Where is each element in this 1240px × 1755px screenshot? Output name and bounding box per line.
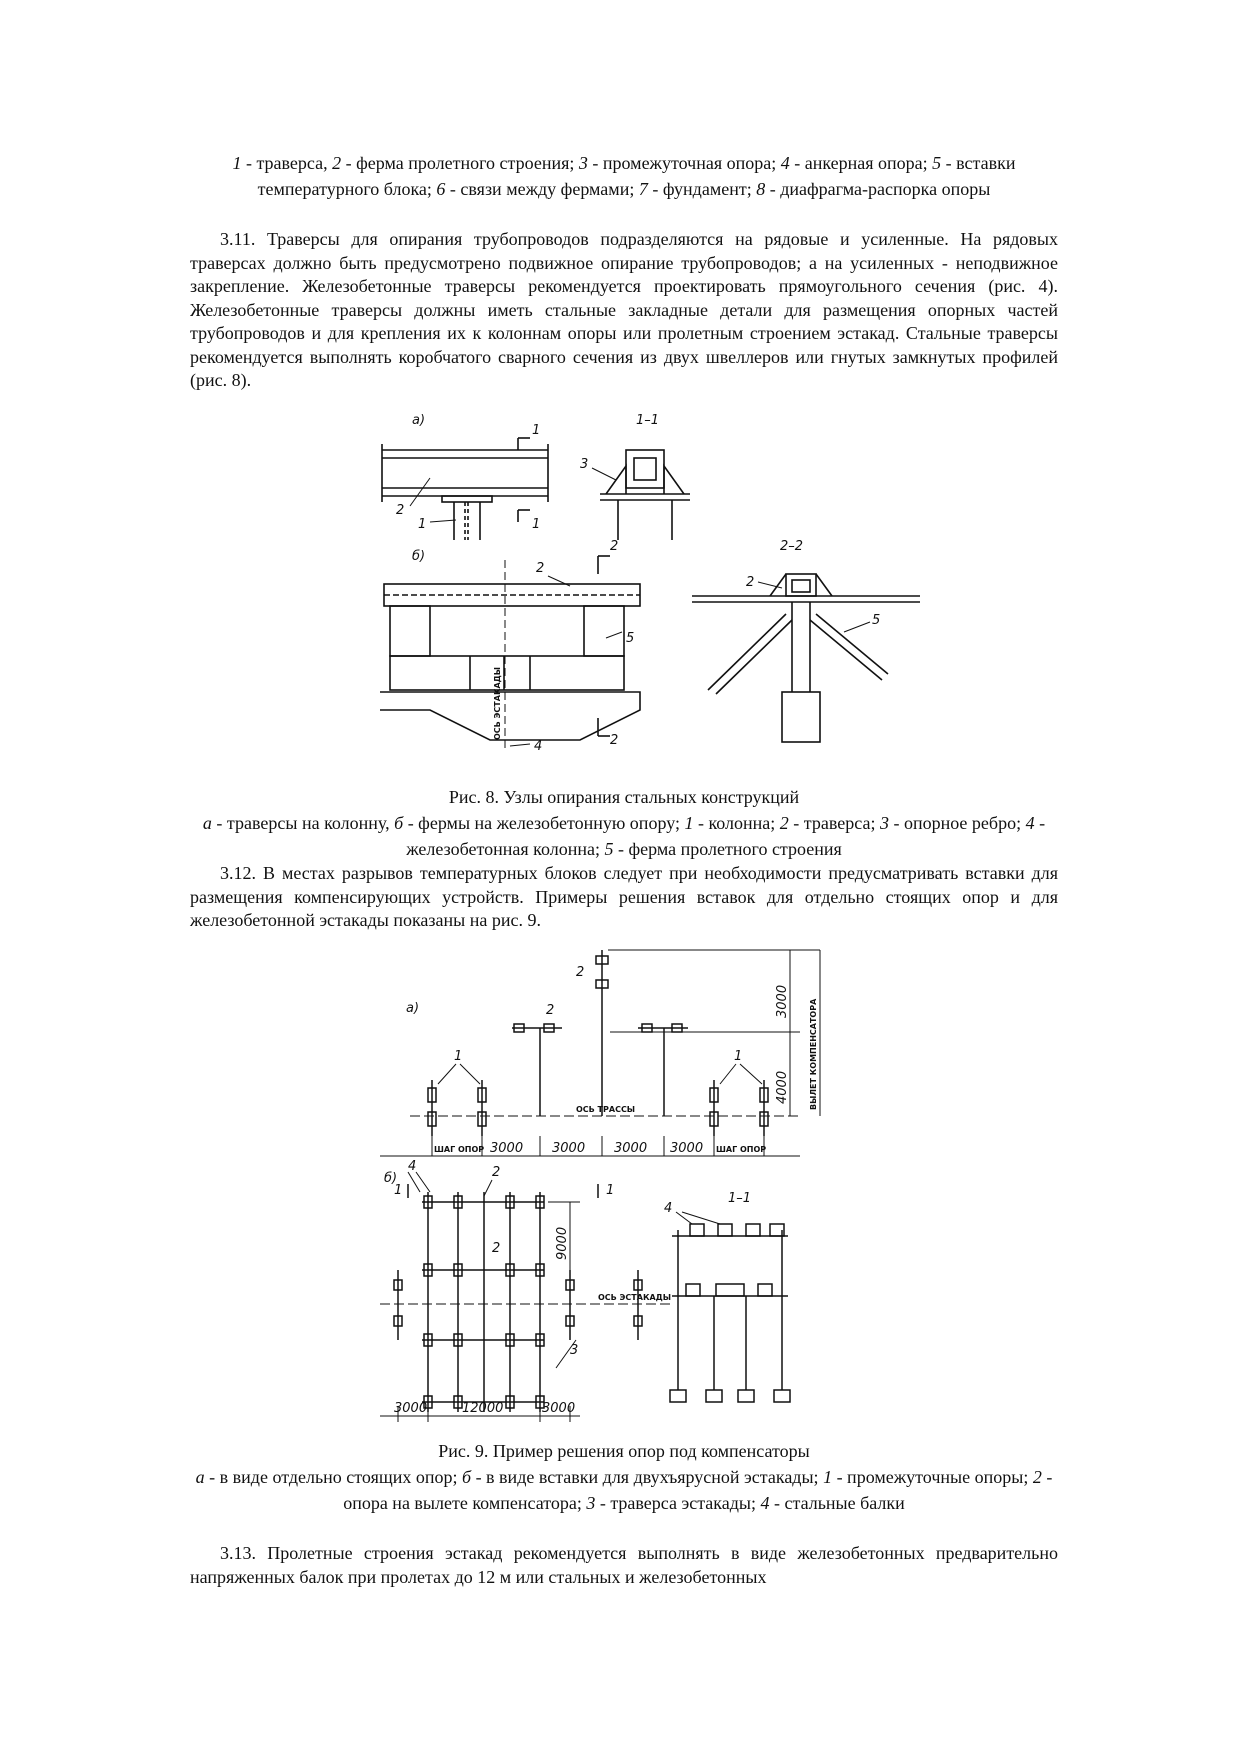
fig9-dim-3000-1: 3000	[490, 1141, 524, 1156]
fig8-label-b: б)	[412, 549, 426, 564]
fig8-a-label-1-top: 1	[532, 423, 541, 438]
fig8-section-label-2: 2	[746, 575, 755, 590]
fig8-caption	[190, 784, 1058, 862]
fig9-b-label-3: 3	[570, 1343, 579, 1358]
fig9-a-label-2-top: 2	[576, 965, 585, 980]
fig8-axis-label: ОСЬ ЭСТАКАДЫ	[493, 666, 502, 740]
fig8-legend: а - траверсы на колонну, б - фермы на железобетонную опору; 1 - колонна; 2 - траверса; 3 - опорное ребро; 4 - железобетонная колонна; 5 - ферма пролетного строения	[202, 813, 1046, 859]
fig8-section-label-5: 5	[872, 613, 881, 628]
fig8-b-label-2-bottom: 2	[610, 733, 619, 748]
fig8-b-label-2: 2	[536, 561, 545, 576]
fig9-dim-12000: 12000	[462, 1401, 504, 1416]
fig9-dim-4000-vert: 4000	[775, 1070, 790, 1104]
fig8-a-label-1-bottom: 1	[532, 517, 541, 532]
fig9-b-label-4: 4	[408, 1159, 417, 1174]
fig9-a-label-2: 2	[546, 1003, 555, 1018]
fig9-overpass-label: ОСЬ ЭСТАКАДЫ	[598, 1293, 672, 1302]
fig9-b-section-1-left: 1	[394, 1183, 403, 1198]
fig8-section-2-2: 2–2	[780, 539, 804, 554]
fig9-title: Рис. 9. Пример решения опор под компенсаторы	[438, 1441, 810, 1461]
fig9-a-label-1-right: 1	[734, 1049, 743, 1064]
fig8-title: Рис. 8. Узлы опирания стальных конструкций	[448, 787, 800, 807]
fig9-dim-9000: 9000	[555, 1226, 570, 1260]
fig9-b-label-2: 2	[492, 1241, 501, 1256]
fig9-dim-3000-4: 3000	[670, 1141, 704, 1156]
fig9-section-1-1: 1–1	[728, 1191, 752, 1206]
fig9-caption	[190, 1438, 1058, 1516]
paragraph-3-12	[190, 862, 1058, 933]
fig9-b-label-2-top: 2	[492, 1165, 501, 1180]
paragraph-3-13-text: 3.13. Пролетные строения эстакад рекомендуется выполнять в виде железобетонных предварительно напряженных балок при пролетах до 12 м или стальных и железобетонных	[190, 1543, 1058, 1587]
fig9-legend: а - в виде отдельно стоящих опор; б - в виде вставки для двухъярусной эстакады; 1 - промежуточные опоры; 2 - опора на вылете компенсатора; 3 - траверса эстакады; 4 - стальные балки	[195, 1467, 1053, 1513]
fig8-label-a: а)	[412, 413, 426, 428]
fig9-b-section-1-right: 1	[606, 1183, 615, 1198]
fig7-legend-text: 1 - траверса, 2 - ферма пролетного строения; 3 - промежуточная опора; 4 - анкерная опора; 5 - вставки температурного блока; 6 - связи между фермами; 7 - фундамент; 8 - диафрагма-распорка опоры	[232, 153, 1016, 199]
fig8-section-label-3: 3	[580, 457, 589, 472]
fig8-b-label-2-top: 2	[610, 539, 619, 554]
fig8-section-1-1: 1–1	[636, 413, 660, 428]
figure-8-drawing	[370, 410, 930, 750]
fig9-dim-3000-b-left: 3000	[394, 1401, 428, 1416]
fig9-dim-3000-vert: 3000	[775, 984, 790, 1018]
fig9-section-label-4: 4	[664, 1201, 673, 1216]
fig8-b-label-4: 4	[534, 739, 543, 750]
fig8-a-label-1: 1	[418, 517, 427, 532]
fig9-dim-3000-b-right: 3000	[542, 1401, 576, 1416]
paragraph-3-11	[190, 228, 1058, 393]
paragraph-3-13	[190, 1542, 1058, 1589]
fig9-step-right: ШАГ ОПОР	[716, 1145, 767, 1154]
fig9-dim-3000-3: 3000	[614, 1141, 648, 1156]
fig9-step-left: ШАГ ОПОР	[434, 1145, 485, 1154]
fig9-reach-label: ВЫЛЕТ КОМПЕНСАТОРА	[809, 998, 818, 1110]
figure-9-drawing	[380, 940, 900, 1424]
fig7-legend	[190, 150, 1058, 202]
paragraph-3-12-text: 3.12. В местах разрывов температурных блоков следует при необходимости предусматривать вставки для размещения компенсирующих устройств. Примеры решения вставок для отдельно стоящих опор и для железобетонной эстакады показаны на рис. 9.	[190, 863, 1058, 930]
paragraph-3-11-text: 3.11. Траверсы для опирания трубопроводов подразделяются на рядовые и усиленные. На рядовых траверсах должно быть предусмотрено подвижное опирание трубопроводов; а на усиленных - неподвижное закрепление. Железобетонные траверсы рекомендуется проектировать прямоугольного сечения (рис. 4). Железобетонные траверсы должны иметь стальные закладные детали для размещения опорных частей трубопроводов и для крепления их к колоннам опоры или пролетным строением эстакад. Стальные траверсы рекомендуется выполнять коробчатого сварного сечения из двух швеллеров или гнутых замкнутых профилей (рис. 8).	[190, 229, 1058, 390]
fig9-dim-3000-2: 3000	[552, 1141, 586, 1156]
fig9-a-label-1-left: 1	[454, 1049, 463, 1064]
fig9-label-a: а)	[406, 1001, 420, 1016]
fig8-a-label-2: 2	[396, 503, 405, 518]
fig8-b-label-5: 5	[626, 631, 635, 646]
fig9-label-b: б)	[384, 1171, 398, 1186]
fig9-route-label: ОСЬ ТРАССЫ	[576, 1105, 636, 1114]
